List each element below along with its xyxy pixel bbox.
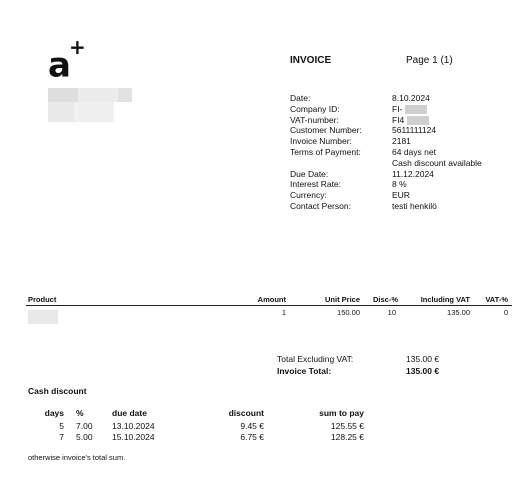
company-logo bbox=[48, 35, 85, 86]
row-incl-vat: 135.00 bbox=[447, 308, 470, 317]
invoice-meta-values bbox=[392, 93, 482, 212]
row-unit-price: 150.00 bbox=[337, 308, 360, 317]
cd-row-due-date: 15.10.2024 bbox=[112, 432, 155, 442]
meta-label: Company ID: bbox=[290, 103, 340, 114]
meta-value-cash-discount: Cash discount available bbox=[392, 157, 482, 168]
meta-value-company-id: FI- bbox=[392, 104, 482, 115]
meta-value-date: 8.10.2024 bbox=[392, 93, 430, 103]
meta-value-interest: 8 % bbox=[392, 179, 407, 190]
meta-label: Invoice Number: bbox=[290, 136, 352, 147]
cd-row-due-date: 13.10.2024 bbox=[112, 421, 155, 431]
cd-row-discount: 6.75 € bbox=[240, 432, 264, 442]
meta-label: Date: bbox=[290, 93, 311, 103]
meta-label: Contact Person: bbox=[290, 200, 351, 211]
redacted-address bbox=[74, 102, 114, 122]
invoice-title: INVOICE bbox=[290, 55, 332, 66]
meta-label: Currency: bbox=[290, 190, 327, 201]
invoice-meta-labels bbox=[290, 93, 362, 212]
meta-value-currency: EUR bbox=[392, 190, 410, 201]
page-number: Page 1 (1) bbox=[406, 55, 453, 66]
total-excl-vat-label: Total Excluding VAT: bbox=[277, 354, 354, 364]
invoice-total-value: 135.00 € bbox=[406, 366, 440, 376]
cd-row-days: 7 bbox=[59, 432, 64, 442]
logo-text: a bbox=[48, 45, 70, 86]
row-amount: 1 bbox=[281, 308, 286, 317]
meta-value-vat-number: FI4 bbox=[392, 115, 482, 126]
col-header-disc: Disc-% bbox=[372, 295, 398, 304]
redacted-address bbox=[48, 88, 78, 102]
redacted-address bbox=[78, 88, 118, 102]
cd-row-discount: 9.45 € bbox=[240, 421, 264, 431]
redacted-address bbox=[48, 102, 74, 122]
meta-value-customer-number: 5611111124 bbox=[392, 125, 437, 136]
redacted-value bbox=[405, 105, 427, 114]
redacted-value bbox=[407, 116, 429, 125]
cd-row-days: 5 bbox=[59, 421, 64, 431]
meta-label: Terms of Payment: bbox=[290, 146, 361, 157]
meta-label: Due Date: bbox=[290, 168, 329, 179]
meta-value-invoice-number: 2181 bbox=[392, 136, 411, 147]
cash-discount-note: otherwise invoice's total sum. bbox=[28, 453, 126, 462]
invoice-total-label: Invoice Total: bbox=[277, 366, 332, 376]
meta-label bbox=[290, 158, 362, 169]
meta-value-contact: testi henkilö bbox=[392, 200, 437, 211]
col-header-unit-price: Unit Price bbox=[324, 295, 360, 304]
cd-header-pct: % bbox=[76, 408, 84, 418]
row-disc: 10 bbox=[387, 308, 396, 317]
row-vat: 0 bbox=[503, 308, 508, 317]
table-header-rule bbox=[26, 305, 512, 306]
cd-row-pct: 5.00 bbox=[76, 432, 93, 442]
meta-value-due-date: 11.12.2024 bbox=[392, 168, 434, 179]
cd-row-sum: 125.55 € bbox=[330, 421, 364, 431]
meta-value-terms: 64 days net bbox=[392, 146, 436, 157]
redacted-address bbox=[118, 88, 132, 102]
cd-header-sum: sum to pay bbox=[319, 408, 364, 418]
cd-header-discount: discount bbox=[228, 408, 264, 418]
cd-header-due-date: due date bbox=[112, 408, 147, 418]
cd-header-days: days bbox=[44, 408, 64, 418]
cash-discount-title: Cash discount bbox=[28, 386, 87, 396]
col-header-incl-vat: Including VAT bbox=[420, 295, 470, 304]
meta-label: VAT-number: bbox=[290, 114, 339, 125]
redacted-product-name bbox=[28, 310, 58, 324]
col-header-vat: VAT-% bbox=[485, 295, 508, 304]
logo-plus-mark: + bbox=[68, 35, 85, 59]
cd-row-pct: 7.00 bbox=[76, 421, 93, 431]
col-header-product: Product bbox=[28, 295, 57, 304]
meta-label: Customer Number: bbox=[290, 125, 362, 136]
meta-label: Interest Rate: bbox=[290, 179, 342, 190]
col-header-amount: Amount bbox=[257, 295, 286, 304]
cd-row-sum: 128.25 € bbox=[330, 432, 364, 442]
total-excl-vat-value: 135.00 € bbox=[406, 354, 440, 364]
